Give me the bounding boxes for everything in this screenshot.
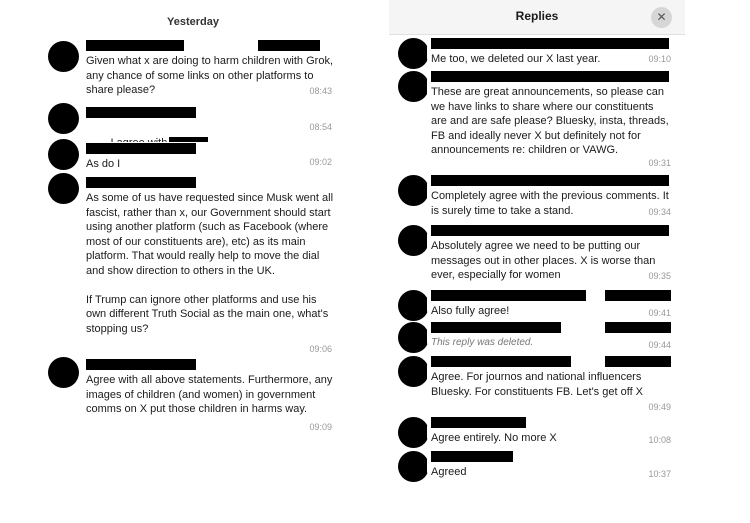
message-time: 09:06	[309, 344, 332, 354]
redacted-sender-name	[431, 417, 526, 428]
avatar[interactable]	[398, 417, 429, 448]
message-item[interactable]	[40, 176, 346, 356]
redacted-sender-role	[605, 290, 671, 301]
reply-item[interactable]	[389, 38, 685, 68]
redacted-sender-role	[258, 40, 320, 51]
reply-time: 10:08	[648, 435, 671, 445]
message-text: As do I	[86, 158, 121, 170]
message-bubble	[82, 176, 338, 356]
reply-item[interactable]	[389, 290, 685, 320]
day-separator: Yesterday	[167, 16, 219, 28]
reply-item[interactable]	[389, 225, 685, 285]
reply-text: Agree. For journos and national influencers Bluesky. For constituents FB. Let's get off X	[431, 371, 645, 398]
reply-bubble	[427, 175, 677, 221]
reply-time: 10:37	[648, 469, 671, 479]
redacted-sender-name	[86, 359, 196, 370]
avatar[interactable]	[48, 357, 79, 388]
redacted-sender-role	[605, 356, 671, 367]
avatar[interactable]	[398, 322, 429, 353]
redacted-sender-name	[431, 225, 669, 236]
reply-item[interactable]	[389, 175, 685, 221]
replies-header	[389, 0, 685, 35]
message-text: Agree with all above statements. Furthermore, any images of children (and women) in government comms on X put those children in harms way.	[86, 374, 336, 415]
redacted-sender-name	[431, 71, 669, 82]
reply-bubble	[427, 417, 677, 447]
message-text: As some of us have requested since Musk went all fascist, rather than x, our Government should start using another platform (such as Facebook (where most of our constituents are), etc) as its main platform. That would really help to move the dial and show direction to others in the UK. If Trump can ignore other platforms and use his own different Truth Social as the main one, what's stopping us?	[86, 192, 334, 335]
reply-time: 09:34	[648, 207, 671, 217]
redacted-sender-role	[605, 322, 671, 333]
redacted-sender-name	[431, 290, 586, 301]
redacted-sender-name	[431, 356, 571, 367]
reply-bubble	[427, 356, 677, 414]
reply-time: 09:35	[648, 271, 671, 281]
reply-bubble	[427, 225, 677, 285]
close-icon: ✕	[656, 10, 667, 24]
reply-item[interactable]	[389, 451, 685, 481]
message-item[interactable]	[40, 38, 346, 102]
message-item[interactable]	[40, 106, 346, 136]
avatar[interactable]	[398, 38, 429, 69]
redacted-sender-name	[431, 451, 513, 462]
message-time: 08:43	[309, 86, 332, 96]
reply-bubble	[427, 71, 677, 171]
reply-time: 09:44	[648, 340, 671, 350]
reply-item[interactable]	[389, 71, 685, 171]
reply-bubble	[427, 451, 677, 481]
replies-panel	[389, 0, 685, 490]
message-time: 09:09	[309, 422, 332, 432]
reply-bubble	[427, 38, 677, 68]
reply-time: 09:49	[648, 402, 671, 412]
avatar[interactable]	[398, 451, 429, 482]
deleted-reply-text: This reply was deleted.	[431, 337, 534, 348]
message-bubble	[82, 358, 338, 438]
reply-text: Me too, we deleted our X last year.	[431, 53, 601, 65]
redacted-sender-name	[431, 38, 669, 49]
reply-time: 09:41	[648, 308, 671, 318]
avatar[interactable]	[48, 41, 79, 72]
message-item[interactable]	[40, 142, 346, 170]
avatar[interactable]	[398, 290, 429, 321]
reply-time: 09:31	[648, 158, 671, 168]
reply-item[interactable]	[389, 322, 685, 352]
reply-bubble	[427, 322, 677, 352]
reply-text: Agreed	[431, 466, 467, 478]
reply-item[interactable]	[389, 356, 685, 414]
close-button[interactable]	[651, 7, 672, 28]
avatar[interactable]	[48, 173, 79, 204]
redacted-sender-name	[431, 175, 669, 186]
message-text: Given what x are doing to harm children with Grok, any chance of some links on other platforms to share please?	[86, 55, 337, 96]
message-bubble	[82, 106, 338, 136]
reply-time: 09:10	[648, 54, 671, 64]
reply-text: Absolutely agree we need to be putting our messages out in other places. X is worse than ever, especially for women	[431, 240, 659, 281]
reply-text: Agree entirely. No more X	[431, 432, 557, 444]
avatar[interactable]	[398, 71, 429, 102]
message-time: 08:54	[309, 122, 332, 132]
avatar[interactable]	[398, 175, 429, 206]
message-time: 09:02	[309, 157, 332, 167]
avatar[interactable]	[48, 103, 79, 134]
redacted-sender-name	[86, 40, 184, 51]
redacted-sender-name	[86, 107, 196, 118]
message-bubble	[82, 142, 338, 170]
reply-bubble	[427, 290, 677, 320]
reply-text: Also fully agree!	[431, 305, 510, 317]
reply-item[interactable]	[389, 417, 685, 447]
redacted-sender-name	[431, 322, 561, 333]
reply-text: These are great announcements, so please can we have links to share where our constituents are and are safe please? Bluesky, insta, threads, FB and ideally never X but definitely not for announcements re: children or VAWG.	[431, 86, 672, 156]
replies-title: Replies	[515, 9, 559, 23]
conversation-panel	[40, 0, 346, 450]
message-item[interactable]	[40, 358, 346, 438]
message-bubble	[82, 38, 338, 102]
avatar[interactable]	[398, 225, 429, 256]
redacted-sender-name	[86, 177, 196, 188]
avatar[interactable]	[48, 139, 79, 170]
avatar[interactable]	[398, 356, 429, 387]
reply-text: Completely agree with the previous comments. It is surely time to take a stand.	[431, 190, 672, 217]
redacted-sender-name	[86, 143, 196, 154]
